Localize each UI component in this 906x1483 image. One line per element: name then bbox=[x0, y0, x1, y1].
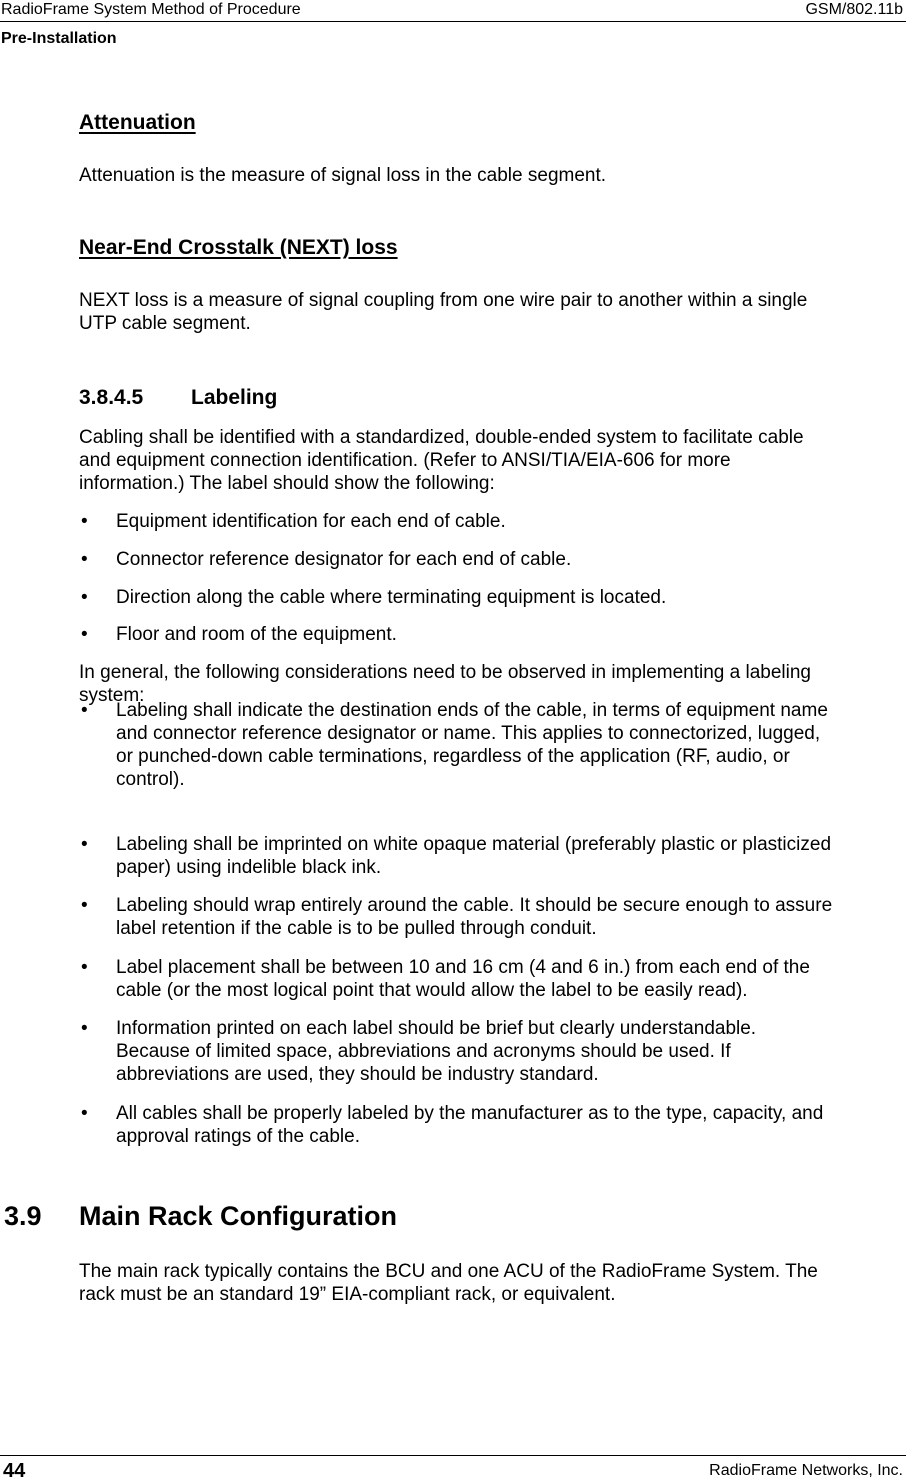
labeling-intro-line: information.) The label should show the following: bbox=[79, 473, 495, 494]
list-item-line: Labeling should wrap entirely around the cable. It should be secure enough to assure bbox=[116, 895, 833, 916]
bullet-icon: • bbox=[81, 834, 88, 855]
list-item-line: All cables shall be properly labeled by the manufacturer as to the type, capacity, and bbox=[116, 1103, 824, 1124]
main-rack-section-number: 3.9 bbox=[4, 1201, 42, 1231]
list-item: Connector reference designator for each end of cable. bbox=[116, 549, 572, 570]
attenuation-text: Attenuation is the measure of signal loss in the cable segment. bbox=[79, 165, 607, 186]
list-item: Floor and room of the equipment. bbox=[116, 624, 397, 645]
labeling-intro-line: Cabling shall be identified with a standardized, double-ended system to facilitate cable bbox=[79, 427, 804, 448]
page-number: 44 bbox=[3, 1460, 26, 1482]
bullet-icon: • bbox=[81, 549, 88, 570]
header-title: RadioFrame System Method of Procedure bbox=[1, 1, 301, 18]
list-item-line: abbreviations are used, they should be industry standard. bbox=[116, 1064, 599, 1085]
list-item-line: or punched-down cable terminations, regardless of the application (RF, audio, or bbox=[116, 746, 790, 767]
list-item-line: approval ratings of the cable. bbox=[116, 1126, 360, 1147]
list-item-line: Information printed on each label should be brief but clearly understandable. bbox=[116, 1018, 757, 1039]
attenuation-heading: Attenuation bbox=[79, 111, 196, 134]
bullet-icon: • bbox=[81, 624, 88, 645]
bullet-icon: • bbox=[81, 511, 88, 532]
footer-company: RadioFrame Networks, Inc. bbox=[709, 1462, 903, 1479]
bullet-icon: • bbox=[81, 1103, 88, 1124]
list-item-line: Labeling shall be imprinted on white opaque material (preferably plastic or plasticized bbox=[116, 834, 832, 855]
list-item-line: label retention if the cable is to be pulled through conduit. bbox=[116, 918, 597, 939]
bullet-icon: • bbox=[81, 957, 88, 978]
labeling-section-title: Labeling bbox=[191, 386, 278, 409]
list-item-line: Labeling shall indicate the destination ends of the cable, in terms of equipment name bbox=[116, 700, 828, 721]
header-doc-id: GSM/802.11b bbox=[805, 1, 903, 18]
bullet-icon: • bbox=[81, 895, 88, 916]
main-rack-section-title: Main Rack Configuration bbox=[79, 1201, 398, 1231]
bullet-icon: • bbox=[81, 587, 88, 608]
next-text-line: UTP cable segment. bbox=[79, 313, 251, 334]
next-text-line: NEXT loss is a measure of signal coupling from one wire pair to another within a single bbox=[79, 290, 808, 311]
list-item: Direction along the cable where terminating equipment is located. bbox=[116, 587, 667, 608]
list-item-line: cable (or the most logical point that would allow the label to be easily read). bbox=[116, 980, 748, 1001]
general-text-line: system: bbox=[79, 685, 145, 706]
list-item-line: control). bbox=[116, 769, 185, 790]
general-text-line: In general, the following considerations need to be observed in implementing a labeling bbox=[79, 662, 811, 683]
main-rack-text-line: rack must be an standard 19” EIA-compliant rack, or equivalent. bbox=[79, 1284, 616, 1305]
list-item: Equipment identification for each end of cable. bbox=[116, 511, 506, 532]
list-item-line: Because of limited space, abbreviations and acronyms should be used. If bbox=[116, 1041, 731, 1062]
bullet-icon: • bbox=[81, 700, 88, 721]
list-item-line: and connector reference designator or name. This applies to connectorized, lugged, bbox=[116, 723, 821, 744]
bullet-icon: • bbox=[81, 1018, 88, 1039]
list-item-line: paper) using indelible black ink. bbox=[116, 857, 382, 878]
footer-rule bbox=[0, 1455, 906, 1456]
header-rule bbox=[0, 21, 906, 22]
list-item-line: Label placement shall be between 10 and 16 cm (4 and 6 in.) from each end of the bbox=[116, 957, 810, 978]
header-section: Pre-Installation bbox=[1, 30, 117, 47]
labeling-section-number: 3.8.4.5 bbox=[79, 386, 144, 409]
next-heading: Near-End Crosstalk (NEXT) loss bbox=[79, 236, 398, 259]
main-rack-text-line: The main rack typically contains the BCU and one ACU of the RadioFrame System. The bbox=[79, 1261, 818, 1282]
labeling-intro-line: and equipment connection identification. (Refer to ANSI/TIA/EIA-606 for more bbox=[79, 450, 731, 471]
